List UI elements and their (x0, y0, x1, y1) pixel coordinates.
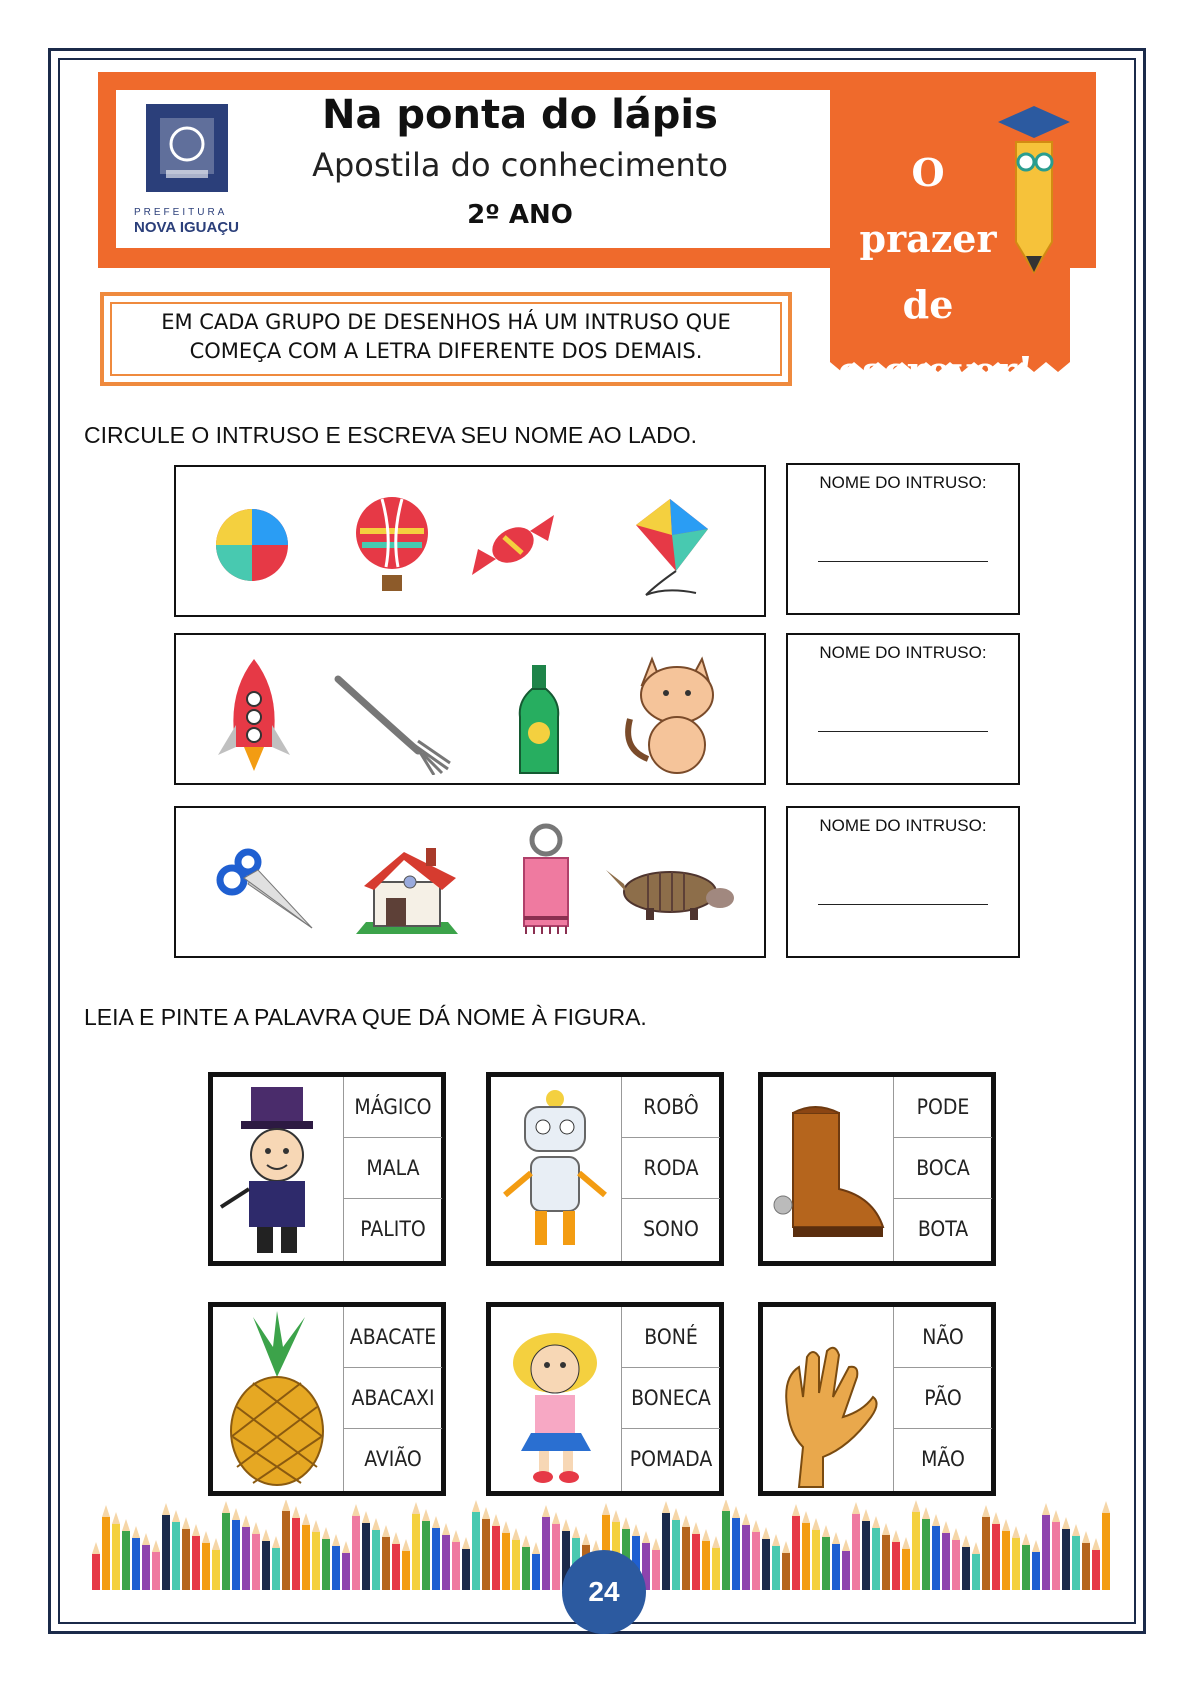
pencil-icon (522, 1535, 530, 1590)
pencil-icon (882, 1523, 890, 1590)
pencil-icon (912, 1500, 920, 1590)
word-option[interactable]: NÃO (894, 1307, 992, 1368)
pencil-icon (692, 1522, 700, 1590)
pencil-icon (772, 1534, 780, 1590)
pencil-icon (1012, 1526, 1020, 1590)
pencil-icon (372, 1518, 380, 1590)
boot-icon (763, 1077, 891, 1261)
pencil-icon (482, 1507, 490, 1590)
pencil-icon (1082, 1531, 1090, 1590)
word-option[interactable]: POMADA (629, 1447, 713, 1471)
intruder-name-box-1[interactable] (786, 463, 1020, 615)
pencil-icon (362, 1511, 370, 1590)
word-option[interactable]: MÁGICO (344, 1077, 442, 1138)
pencil-icon (652, 1538, 660, 1590)
pencil-icon (292, 1506, 300, 1590)
pencil-icon (872, 1516, 880, 1590)
pencil-icon (102, 1505, 110, 1590)
pineapple-icon (213, 1307, 341, 1491)
pencil-icon (972, 1542, 980, 1590)
pencil-icon (812, 1518, 820, 1590)
towel-icon[interactable] (516, 822, 576, 940)
instruction-line-1: EM CADA GRUPO DE DESENHOS HÁ UM INTRUSO QUE (161, 310, 731, 334)
pencil-icon (952, 1528, 960, 1590)
intruder-name-label: NOME DO INTRUSO: (819, 473, 987, 492)
pencil-icon (252, 1522, 260, 1590)
city-logo (132, 100, 254, 240)
word-card-6 (758, 1302, 996, 1496)
robot-icon (491, 1077, 619, 1261)
pencil-icon (662, 1501, 670, 1590)
pencil-icon (432, 1516, 440, 1590)
pencil-icon (192, 1524, 200, 1590)
pencil-icon (1052, 1510, 1060, 1590)
pencil-icon (332, 1534, 340, 1590)
word-options (343, 1307, 442, 1491)
pencil-icon (1062, 1517, 1070, 1590)
word-option[interactable]: BOCA (894, 1138, 992, 1199)
pencil-icon (792, 1504, 800, 1590)
banner-line-2: de (902, 282, 954, 327)
pencil-icon (272, 1536, 280, 1590)
pencil-icon (932, 1514, 940, 1590)
page-title: Na ponta do lápis (322, 92, 718, 138)
pencil-icon (902, 1537, 910, 1590)
instruction-line-2: COMEÇA COM A LETRA DIFERENTE DOS DEMAIS. (189, 339, 703, 363)
intruder-name-line[interactable] (818, 731, 988, 732)
word-options (893, 1077, 992, 1261)
fork-icon[interactable] (334, 671, 454, 775)
magician-icon (213, 1077, 341, 1261)
banner-text (838, 140, 1034, 404)
pencil-icon (242, 1515, 250, 1590)
word-card-3 (758, 1072, 996, 1266)
pencil-icon (722, 1500, 730, 1590)
pencil-icon (512, 1528, 520, 1590)
banner-line-3: escrever! (838, 348, 1034, 393)
pencil-icon (182, 1517, 190, 1590)
pencil-icon (832, 1532, 840, 1590)
word-options (621, 1307, 720, 1491)
pencil-icon (782, 1541, 790, 1590)
word-card-4 (208, 1302, 446, 1496)
pencil-icon (962, 1535, 970, 1590)
pencil-icon (532, 1542, 540, 1590)
pencil-icon (262, 1529, 270, 1590)
section1-title: CIRCULE O INTRUSO E ESCREVA SEU NOME AO LADO. (84, 422, 698, 448)
pencil-icon (442, 1523, 450, 1590)
pencil-icon (1072, 1524, 1080, 1590)
pencil-icon (302, 1513, 310, 1590)
kite-icon[interactable] (616, 495, 712, 599)
pencil-icon (472, 1500, 480, 1590)
pencil-icon (1092, 1538, 1100, 1590)
word-option[interactable]: PALITO (360, 1217, 426, 1241)
page-subtitle: Apostila do conhecimento (312, 146, 728, 184)
pencil-icon (122, 1519, 130, 1590)
pencil-icon (742, 1513, 750, 1590)
pencil-icon (822, 1525, 830, 1590)
pencil-icon (802, 1511, 810, 1590)
pencil-icon (322, 1527, 330, 1590)
pencil-icon (162, 1503, 170, 1590)
pencil-icon (1032, 1540, 1040, 1590)
pencil-icon (232, 1508, 240, 1590)
pencil-icon (112, 1512, 120, 1590)
pencil-icon (982, 1505, 990, 1590)
pencil-icon (352, 1504, 360, 1590)
instruction-text (110, 308, 782, 366)
word-option[interactable]: AVIÃO (364, 1447, 422, 1471)
cat-icon[interactable] (622, 649, 726, 777)
intruder-group-2 (174, 633, 766, 785)
page-number: 24 (562, 1550, 646, 1634)
pencil-icon (1102, 1501, 1110, 1590)
pencil-icon (672, 1508, 680, 1590)
ball-icon[interactable] (212, 505, 292, 585)
pencil-icon (152, 1540, 160, 1590)
pencil-icon (842, 1539, 850, 1590)
intruder-group-3 (174, 806, 766, 958)
section2-title: LEIA E PINTE A PALAVRA QUE DÁ NOME À FIGURA. (84, 1004, 647, 1030)
banner-line-1: O prazer (859, 150, 997, 261)
pencil-icon (762, 1527, 770, 1590)
pencil-icon (552, 1512, 560, 1590)
scissors-icon[interactable] (214, 848, 316, 934)
pencil-icon (732, 1506, 740, 1590)
word-option[interactable]: PODE (894, 1077, 992, 1138)
word-option[interactable]: BONÉ (622, 1307, 720, 1368)
doll-icon (491, 1307, 619, 1491)
pencil-icon (852, 1502, 860, 1590)
pencil-icon (682, 1515, 690, 1590)
word-option[interactable]: ABACATE (344, 1307, 442, 1368)
pencil-icon (862, 1509, 870, 1590)
pencil-icon (922, 1507, 930, 1590)
balloon-icon[interactable] (352, 495, 432, 595)
pencil-icon (452, 1530, 460, 1590)
word-option[interactable]: PÃO (894, 1368, 992, 1429)
pencil-icon (702, 1529, 710, 1590)
word-card-5 (486, 1302, 724, 1496)
bottle-icon[interactable] (514, 661, 564, 777)
pencil-icon (462, 1537, 470, 1590)
pencil-icon (492, 1514, 500, 1590)
word-card-2 (486, 1072, 724, 1266)
word-options (893, 1307, 992, 1491)
word-options (343, 1077, 442, 1261)
word-option[interactable]: MÃO (921, 1447, 965, 1471)
pencil-icon (1022, 1533, 1030, 1590)
word-option[interactable]: BOTA (917, 1217, 969, 1241)
intruder-name-label: NOME DO INTRUSO: (819, 816, 987, 835)
pencil-icon (142, 1533, 150, 1590)
intruder-name-line[interactable] (818, 561, 988, 562)
intruder-name-box-2[interactable] (786, 633, 1020, 785)
pencil-icon (892, 1530, 900, 1590)
logo-text-top: PREFEITURA (134, 207, 228, 218)
pencil-icon (502, 1521, 510, 1590)
logo-text-bottom: NOVA IGUAÇU (134, 219, 239, 236)
pencil-icon (412, 1502, 420, 1590)
word-option[interactable]: RODA (622, 1138, 720, 1199)
house-icon[interactable] (352, 842, 462, 940)
pencil-icon (212, 1538, 220, 1590)
intruder-name-line[interactable] (818, 904, 988, 905)
pencil-icon (282, 1500, 290, 1590)
pencil-icon (342, 1541, 350, 1590)
intruder-name-label: NOME DO INTRUSO: (819, 643, 987, 662)
intruder-name-box-3[interactable] (786, 806, 1020, 958)
pencil-icon (1042, 1503, 1050, 1590)
pencil-icon (92, 1542, 100, 1590)
pencil-icon (1002, 1519, 1010, 1590)
hand-icon (763, 1307, 891, 1491)
rocket-icon[interactable] (212, 655, 296, 775)
pencil-icon (752, 1520, 760, 1590)
word-option[interactable]: BONECA (622, 1368, 720, 1429)
grade-label: 2º ANO (467, 200, 573, 230)
intruder-group-1 (174, 465, 766, 617)
word-options (621, 1077, 720, 1261)
pencil-icon (422, 1509, 430, 1590)
candy-icon[interactable] (468, 509, 558, 581)
word-option[interactable]: MALA (344, 1138, 442, 1199)
word-option[interactable]: SONO (643, 1217, 699, 1241)
pencil-icon (942, 1521, 950, 1590)
pencil-icon (222, 1501, 230, 1590)
pencil-icon (402, 1539, 410, 1590)
word-option[interactable]: ABACAXI (344, 1368, 442, 1429)
pencil-icon (992, 1512, 1000, 1590)
pencil-icon (132, 1526, 140, 1590)
word-option[interactable]: ROBÔ (622, 1077, 720, 1138)
pencil-icon (312, 1520, 320, 1590)
word-card-1 (208, 1072, 446, 1266)
pencil-icon (172, 1510, 180, 1590)
pencil-icon (392, 1532, 400, 1590)
pencil-icon (542, 1505, 550, 1590)
armadillo-icon[interactable] (604, 860, 738, 924)
pencil-icon (712, 1536, 720, 1590)
pencil-icon (202, 1531, 210, 1590)
pencil-icon (382, 1525, 390, 1590)
